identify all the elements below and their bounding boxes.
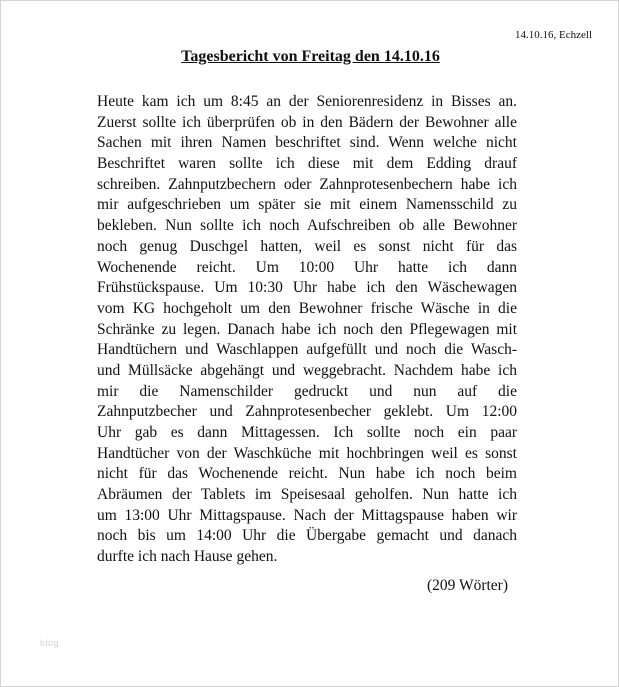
report-title: Tagesbericht von Freitag den 14.10.16: [181, 48, 440, 65]
body-line: vom KG hochgeholt um den Bewohner frische Wäsche in die: [97, 299, 517, 317]
body-line: nicht für das Wochenende reicht. Nun habe ich noch beim: [97, 465, 517, 483]
body-line: Zuerst sollte ich überprüfen ob in den Bädern der Bewohner alle: [97, 113, 517, 131]
body-line: mir aufgeschrieben um später sie mit einem Namensschild zu: [97, 196, 517, 214]
body-line: Uhr gab es dann Mittagessen. Ich sollte noch ein paar: [97, 424, 517, 441]
report-body: [97, 92, 517, 568]
body-line: mir die Namenschilder gedruckt und nun auf die: [97, 382, 517, 400]
body-line: noch bis um 14:00 Uhr die Übergabe gemacht und danach: [97, 527, 517, 545]
body-line: Frühstückspause. Um 10:30 Uhr habe ich den Wäschewagen: [97, 279, 517, 297]
body-line: Sachen mit ihren Namen beschriftet sind. Wenn welche nicht: [97, 134, 517, 152]
body-line: bekleben. Nun sollte ich noch Aufschreiben ob alle Bewohner: [97, 217, 517, 235]
body-line: Heute kam ich um 8:45 an der Seniorenresidenz in Bisses an.: [97, 93, 517, 110]
date-place-header: 14.10.16, Echzell: [515, 29, 592, 41]
word-count: (209 Wörter): [426, 577, 508, 594]
body-line: und Müllsäcke abgehängt und weggebracht. Nachdem habe ich: [97, 361, 517, 379]
body-line: schreiben. Zahnputzbechern oder Zahnprotesenbechern habe ich: [97, 175, 517, 193]
body-line: Handtüchern und Waschlappen aufgefüllt und noch die Wasch-: [97, 341, 517, 359]
body-line: durfte ich nach Hause gehen.: [97, 548, 278, 566]
body-line: Handtücher von der Waschküche mit hochbringen weil es sonst: [97, 444, 517, 462]
body-line: noch genug Duschgel hatten, weil es sonst nicht für das: [97, 237, 517, 255]
body-line: Zahnputzbecher und Zahnprotesenbecher geklebt. Um 12:00: [97, 403, 517, 421]
body-line: um 13:00 Uhr Mittagspause. Nach der Mittagspause haben wir: [97, 506, 517, 524]
body-line: Wochenende reicht. Um 10:00 Uhr hatte ich dann: [97, 258, 517, 276]
watermark: blog: [40, 638, 60, 648]
body-line: Schränke zu legen. Danach habe ich noch den Pflegewagen mit: [97, 320, 517, 338]
body-line: Abräumen der Tablets im Speisesaal geholfen. Nun hatte ich: [97, 486, 517, 504]
body-line: Beschriftet waren sollte ich diese mit dem Edding drauf: [97, 155, 517, 173]
